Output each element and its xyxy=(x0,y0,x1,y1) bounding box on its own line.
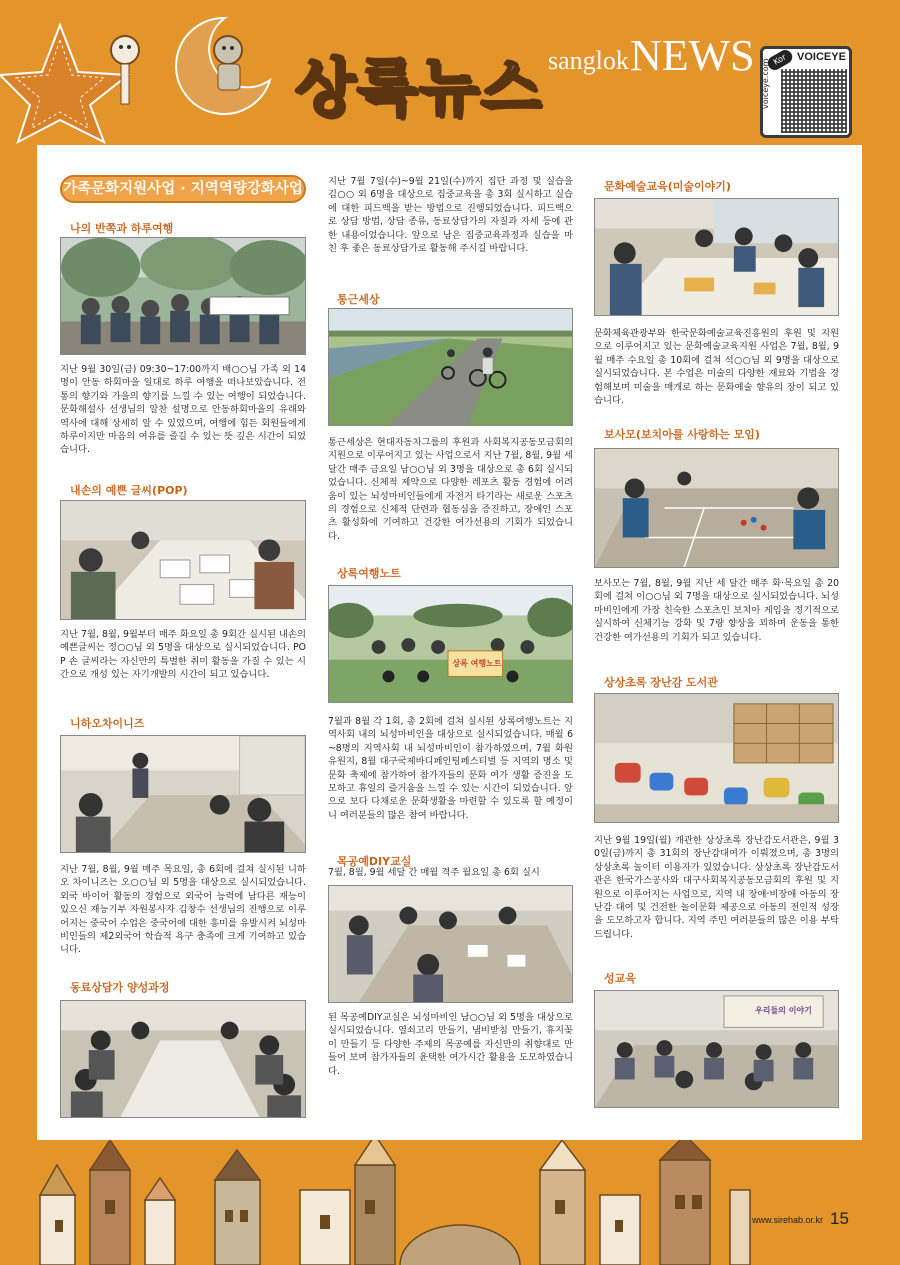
section-title-8: 문화예술교육(미술이야기) xyxy=(604,180,731,193)
photo-bicycle xyxy=(328,308,573,426)
photo-woodcraft xyxy=(328,885,573,1003)
photo-travel-note xyxy=(328,585,573,703)
section-title-6: 상록여행노트 xyxy=(337,567,401,580)
section-title-5: 통근세상 xyxy=(337,293,380,306)
section-text-2: 지난 7월, 8월, 9월부터 매주 화요일 총 9회간 실시된 내손의 예쁜글씨는 정○○님 외 5명을 대상으로 실시되었습니다. POP 손 글씨라는 자신만의 특별한 취미 활동을 가질 수 있는 시간으로 개성 있는 자기개발의 시간이 되고 있습니다. xyxy=(60,629,306,681)
section-title-3: 니하오차이니즈 xyxy=(70,717,145,730)
section-title-11: 성교육 xyxy=(604,972,636,985)
section-title-7: 목공예DIY교실 xyxy=(337,855,412,868)
page-title: 상록뉴스 xyxy=(295,51,543,124)
section-title-10: 상상초록 장난감 도서관 xyxy=(604,676,718,689)
section-text-9: 보사모는 7월, 8월, 9월 지난 세 달간 매주 화·목요일 총 20회에 걸쳐 이○○님 외 7명을 대상으로 실시되었습니다. 뇌성마비인에게 가장 친숙한 스포츠인 보치아 게임을 정기적으로 실시하여 신체기능 강화 및 7량 향상을 꾀하며 운동을 통한 건강한 여가선용의 기회가 되고 있습니다. xyxy=(594,578,839,643)
section-text-1: 지난 9월 30일(금) 09:30~17:00까지 배○○님 가족 외 14명이 안동 하회마을 일대로 하루 여행을 떠나보았습니다. 전통의 향기와 가을의 향기를 느낄 수 있는 여행이 되었습니다. 문화해설사 선생님의 알찬 설명으로 안동하회마을의 유래와 역사에 대해 상세히 알 수 있었으며, 여행에 힘든 회원들에게 하루이지만 마음의 여유를 즐길 수 있는 뜻 깊은 시간이 되었습니다. xyxy=(60,364,306,456)
photo-sex-education xyxy=(594,990,839,1108)
photo-chinese xyxy=(60,735,306,853)
section-banner: 가족문화지원사업 · 지역역량강화사업 xyxy=(60,175,306,203)
header xyxy=(0,0,900,145)
voiceye-site: voiceye.com xyxy=(761,58,770,109)
footer-site-url[interactable]: www.sirehab.or.kr xyxy=(752,1215,824,1225)
content-panel xyxy=(37,145,862,1140)
section-text-4: 지난 7월 7일(수)~9월 21일(수)까지 집단 과정 및 실습을 김○○ 외 6명을 대상으로 집중교육을 총 3회 실시하고 실습에 대한 피드백을 받는 방법으로 진행되었습니다. 피드백으로 상담 방법, 상담 종류, 동료상담가의 자질과 자세 등에 관한 내용이었습니다. 앞으로 남은 집중교육과정과 실습을 마친 후 좋은 동료상담가로 활동해 주시길 바랍니다. xyxy=(328,176,573,255)
decorative-star-icon xyxy=(0,20,160,145)
photo-boccia xyxy=(594,448,839,568)
section-text-8: 문화체육관광부와 한국문화예술교육진흥원의 후원 및 지원으로 이루어지고 있는 문화예술교육지원 사업은 7월, 8월, 9월 매주 수요일 총 10회에 걸쳐 석○○님 외 9명을 대상으로 실시되었습니다. 본 수업은 미술의 다양한 재료와 기법을 경험해보며 미술을 매개로 하는 문화예술 향유의 장이 되고 있습니다. xyxy=(594,328,839,407)
photo-trip xyxy=(60,237,306,355)
sex-education-banner: 우리들의 이야기 xyxy=(755,1006,812,1015)
barcode-icon xyxy=(781,69,847,133)
section-title-9: 보사모(보치아를 사랑하는 모임) xyxy=(604,428,760,441)
decorative-castle-icon xyxy=(0,1140,900,1265)
section-text-5: 통근세상은 현대자동차그룹의 후원과 사회복지공동모금회의 지원으로 이루어지고 있는 사업으로서 지난 7월, 8월, 9월 세 달간 매주 금요일 남○○님 외 3명을 대상으로 총 6회 실시되었습니다. 신체적 제약으로 다양한 레포츠 활동 경험에 어려움이 있는 뇌성마비인들에게 자전거 타기라는 새로운 스포츠의 경험으로 신체적 단련과 협동심을 증진하고, 장애인 스포츠 활성화에 기여하고 건강한 여가선용의 기회가 되었습니다. xyxy=(328,437,573,542)
voiceye-brand: VOICEYE xyxy=(797,51,846,63)
photo-pop xyxy=(60,500,306,620)
section-text-3: 지난 7월, 8월, 9월 매주 목요일, 총 6회에 걸쳐 실시된 니하오 차이니즈는 오○○님 외 5명을 대상으로 실시되었습니다. 외국 바이어 활동의 경험으로 외국어 능력에 남다른 재능이 있으신 재능기부 자원봉사자 김창수 선생님의 진행으로 이루어지는 중국어 수업은 중국어에 대한 흥미를 유발시켜 뇌성마비인들의 제2외국어 학습적 욕구 충족에 크게 기여하고 있습니다. xyxy=(60,864,306,956)
voiceye-code xyxy=(760,46,852,138)
section-title-1: 나의 반쪽과 하루여행 xyxy=(70,222,174,235)
photo-counselor xyxy=(60,1000,306,1118)
page-number: 15 xyxy=(830,1209,849,1228)
decorative-moon-icon xyxy=(170,10,280,120)
kor-badge: Kor xyxy=(765,47,795,72)
header-news: NEWS xyxy=(630,31,755,80)
section-title-2: 내손의 예쁜 글씨(POP) xyxy=(70,484,188,497)
section-text-7-bottom: 된 목공예DIY교실은 뇌성마비인 남○○님 외 5명을 대상으로 실시되었습니다. 열쇠고리 만들기, 냄비받침 만들기, 휴지꽂이 만들기 등 다양한 주제의 목공예를 자신만의 취향대로 만들어 보며 참가자들의 윤택한 여가시간 활용을 도모하였습니다. xyxy=(328,1012,573,1077)
section-text-10: 지난 9월 19일(월) 개관한 상상초록 장난감도서관은, 9월 30일(금)까지 총 31회의 장난감대여가 이뤄졌으며, 총 3명의 상상초록 놀이터 이용자가 있었습니다. 상상초록 장난감도서관은 한국가스공사와 대구사회복지공동모금회의 후원 및 지원으로 이루어지는 사업으로, 지역 내 장애·비장애 아동의 장난감 대여 및 건전한 놀이문화 제공으로 아동의 전인적 성장을 도모하고자 합니다. 지역 주민 여러분들의 많은 이용 부탁드립니다. xyxy=(594,835,839,940)
section-title-4: 동료상담가 양성과정 xyxy=(70,981,170,994)
photo-art xyxy=(594,198,839,316)
header-sanglok: sanglok xyxy=(548,46,629,75)
section-text-7-top: 7월, 8월, 9월 세달 간 매월 격주 월요일 총 6회 실시 xyxy=(328,867,540,878)
section-text-6: 7월과 8월 각 1회, 총 2회에 걸쳐 실시된 상록여행노트는 지역사회 내의 뇌성마비인을 대상으로 실시되었습니다. 매월 6~8명의 지역사회 내 뇌성마비인이 참가하였으며, 7월 화원유원지, 8월 대구국제바디페인팅페스티벌 등 지역의 명소 및 문화 축제에 참가하여 참가자들의 문화 여가 생활 증진을 도모하고 휴일의 즐거움을 느낄 수 있는 시간이 되었습니다. 앞으로 보다 다채로운 문화생활을 마련할 수 있도록 할 예정이니 여러분들의 많은 참여 바랍니다. xyxy=(328,716,573,821)
travel-note-banner: 상록 여행노트 xyxy=(452,659,502,668)
photo-toy-library xyxy=(594,693,839,823)
